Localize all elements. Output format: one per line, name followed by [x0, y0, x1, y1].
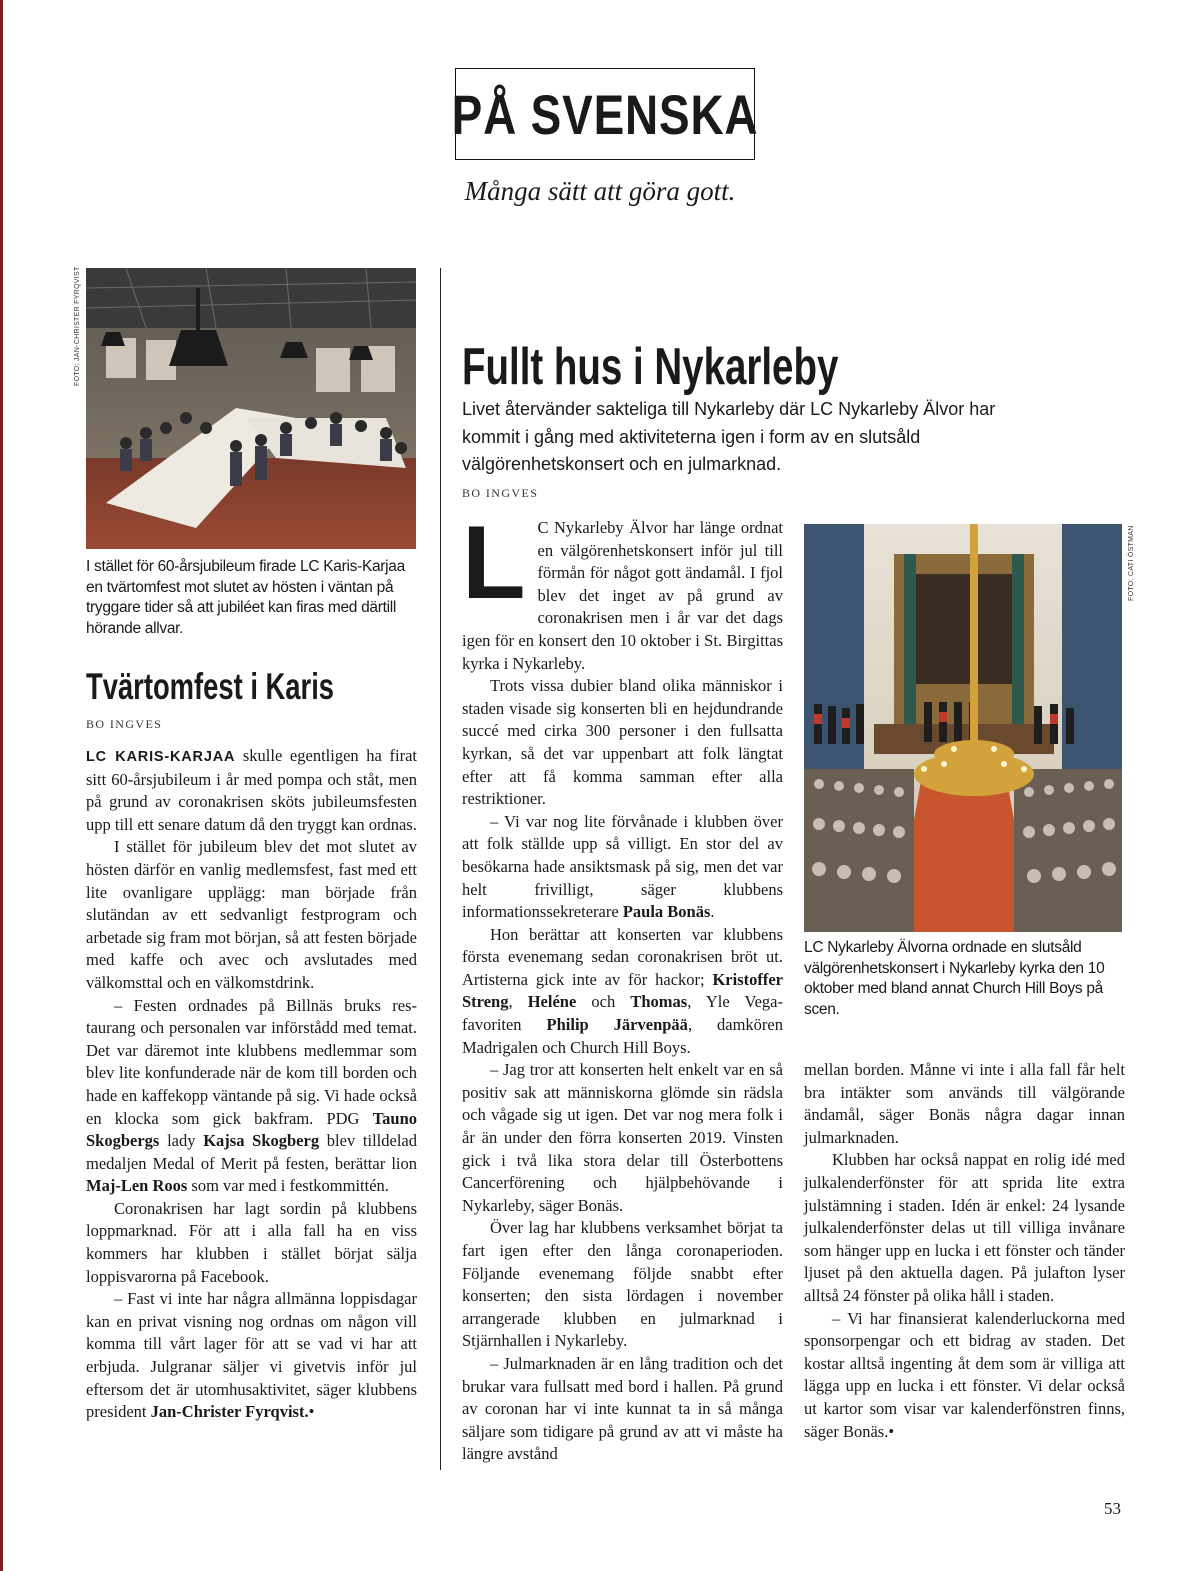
page-number: 53 — [1104, 1499, 1121, 1518]
paragraph: – Festen ordnades på Billnäs bruks restaurang och personalen var införstådd med temat. Det var däremot inte klubbens medlemmar som blev lite konfunderade när de kom till borden och hade en kaffekopp väntande på sig. Vi hade också en klocka som gick bakfram. PDG Tauno Skogbergs lady Kajsa Skogberg blev tilldelad medaljen Medal of Merit på festen, berättar lion Maj-Len Roos som var med i festkommittén. — [86, 995, 417, 1196]
paragraph: LC KARIS-KARJAA skulle egentligen ha firat sitt 60-årsjubileum i år med pompa och ståt, men på grund av coronakrisen sköts jubileumsfesten upp till ett senare datum då den tryggt kan ordnas. — [86, 746, 417, 834]
section-title-box — [451, 68, 759, 160]
photo-party-dinner — [86, 268, 416, 549]
byline-main: BO INGVES — [462, 486, 539, 500]
page-edge-line — [0, 0, 3, 1571]
article-body-left — [86, 745, 417, 1424]
photo-caption-left: I stället för 60-årsjubileum firade LC Karis-Karjaa en tvärtomfest mot slutet av hösten i väntan på tryggare tider så att jubiléet kan firas med därtill hörande allvar. — [86, 558, 405, 637]
drop-cap: L — [462, 505, 526, 621]
paragraph: Coronakrisen har lagt sordin på klubbens loppmarknad. För att i alla fall ha en viss kommers har klubben i stället börjat sälja loppisvarorna på Facebook. — [86, 1198, 417, 1286]
paragraph: L C Nykarleby Älvor har länge ordnat en välgörenhetskonsert inför jul till förmån för något gott ändamål. I fjol blev det inget av på grund av coronakrisen men i år var det dags igen för en konsert den 10 oktober i St. Birgittas kyrka i Nykarleby. — [462, 505, 783, 673]
article-headline-left: Tvärtomfest i Karis — [86, 666, 335, 707]
paragraph: mellan borden. Månne vi inte i alla fall får helt bra intäkter som används till välgörande ändamål, säger Bonäs några dagar innan julmarknaden. — [804, 1060, 1125, 1147]
article-headline-main: Fullt hus i Nykarleby — [462, 338, 839, 396]
section-title: PÅ SVENSKA — [451, 82, 759, 146]
paragraph: Hon berättar att konserten var klubbens första evenemang sedan coronakrisen bröt ut. Artisterna gick inte av för hackor; Kristoffer Streng, Heléne och Thomas, Yle Vega-favoriten Philip Järvenpää, damkören Madrigalen och Church Hill Boys. — [462, 924, 784, 1057]
paragraph: Över lag har klubbens verksamhet börjat ta fart igen efter den långa coronaperioden. Följande evenemang följde snabbt efter konserten; den sista lördagen i november arrangerade klubben en julmarknad i Stjärnhallen i Nykarleby. — [462, 1218, 783, 1351]
paragraph: – Julmarknaden är en lång tradition och det brukar vara fullsatt med bord i hallen. På grund av coronan har vi inte kunnat ta in så många säljare som tidigare på grund av att vi måste ha längre avstånd — [462, 1353, 783, 1464]
paragraph: – Fast vi inte har några allmänna loppisdagar kan en privat visning nog ordnas om någon vill komma till vårt lager för att se vad vi har att erbjuda. Julgranar säljer vi givetvis inför jul eftersom det är utomhusaktivitet, säger klubbens president Jan-Christer Fyrqvist.• — [86, 1289, 417, 1422]
paragraph: – Vi har finansierat kalenderluckorna med sponsorpengar och ett bidrag av staden. Det kostar alltså ingenting åt dem som är villiga att lägga upp en lucka i ett fönster. Vi delar också ut kartor som visar var kalenderfönstren finns, säger Bonäs.• — [804, 1308, 1125, 1441]
paragraph: – Vi var nog lite förvånade i klubben över att folk ställde upp så villigt. En stor del av besökarna hade ansiktsmask på sig, men det var helt frivilligt, säger klubbens informationssekreterare Paula Bonäs. — [462, 811, 783, 922]
paragraph: I stället för jubileum blev det mot slutet av hösten därför en vanlig medlemsfest, fast med ett lite ovanligare upplägg: man började från slutändan av ett sedvanligt festprogram och arbetade sig fram mot början, så att festen började med kaffe och avec och avslutades med välkomsttal och en välkomstdrink. — [86, 837, 417, 992]
column-divider — [440, 268, 441, 1470]
photo-church-concert — [804, 524, 1122, 932]
photo-caption-right: LC Nykarleby Älvorna ordnade en slutsåld välgörenhetskonsert i Nykarleby kyrka den 10 oktober med bland annat Church Hill Boys på scen. — [804, 939, 1105, 1018]
article-body-main-continued — [804, 1059, 1125, 1443]
paragraph: Trots vissa dubier bland olika människor i staden visade sig konserten bli en hejdundrande succé med cirka 300 personer i den fullsatta kyrkan, så det var uppenbart att folk längtat efter att få komma samman efter alla restriktioner. — [462, 676, 783, 809]
byline-left: BO INGVES — [86, 717, 163, 731]
paragraph: – Jag tror att konserten helt enkelt var en så positiv sak att människorna glömde sin rädsla och vågade sig ut igen. Det var nog mera folk i år än under den förra konserten 2019. Vinsten gick i två lika stora delar till Österbottens Cancerförening och hjälpbehövande i Nykarleby, säger Bonäs. — [462, 1060, 783, 1215]
article-body-main — [462, 505, 784, 1466]
paragraph: Klubben har också nappat en rolig idé med julkalenderfönster för att sprida lite extra julstämning i staden. Idén är enkel: 24 lysande julkalenderfönster delas ut till villiga invånare som hänger upp en lucka i ett fönster och tänder ljuset på den aktuella dagen. På julafton lyser alltså 24 fönster på olika håll i staden. — [804, 1150, 1125, 1305]
photo-credit-right: FOTO: CATI ÖSTMAN — [1128, 525, 1135, 601]
section-subtitle: Många sätt att göra gott. — [464, 176, 736, 206]
photo-credit-left: FOTO: JAN-CHRISTER FYRQVIST — [74, 266, 81, 386]
article-lead: Livet återvänder sakteliga till Nykarleby där LC Nykarleby Älvor har kommit i gång med aktiviteterna igen i form av en slutsåld välgörenhetskonsert och en julmarknad. — [462, 399, 996, 474]
